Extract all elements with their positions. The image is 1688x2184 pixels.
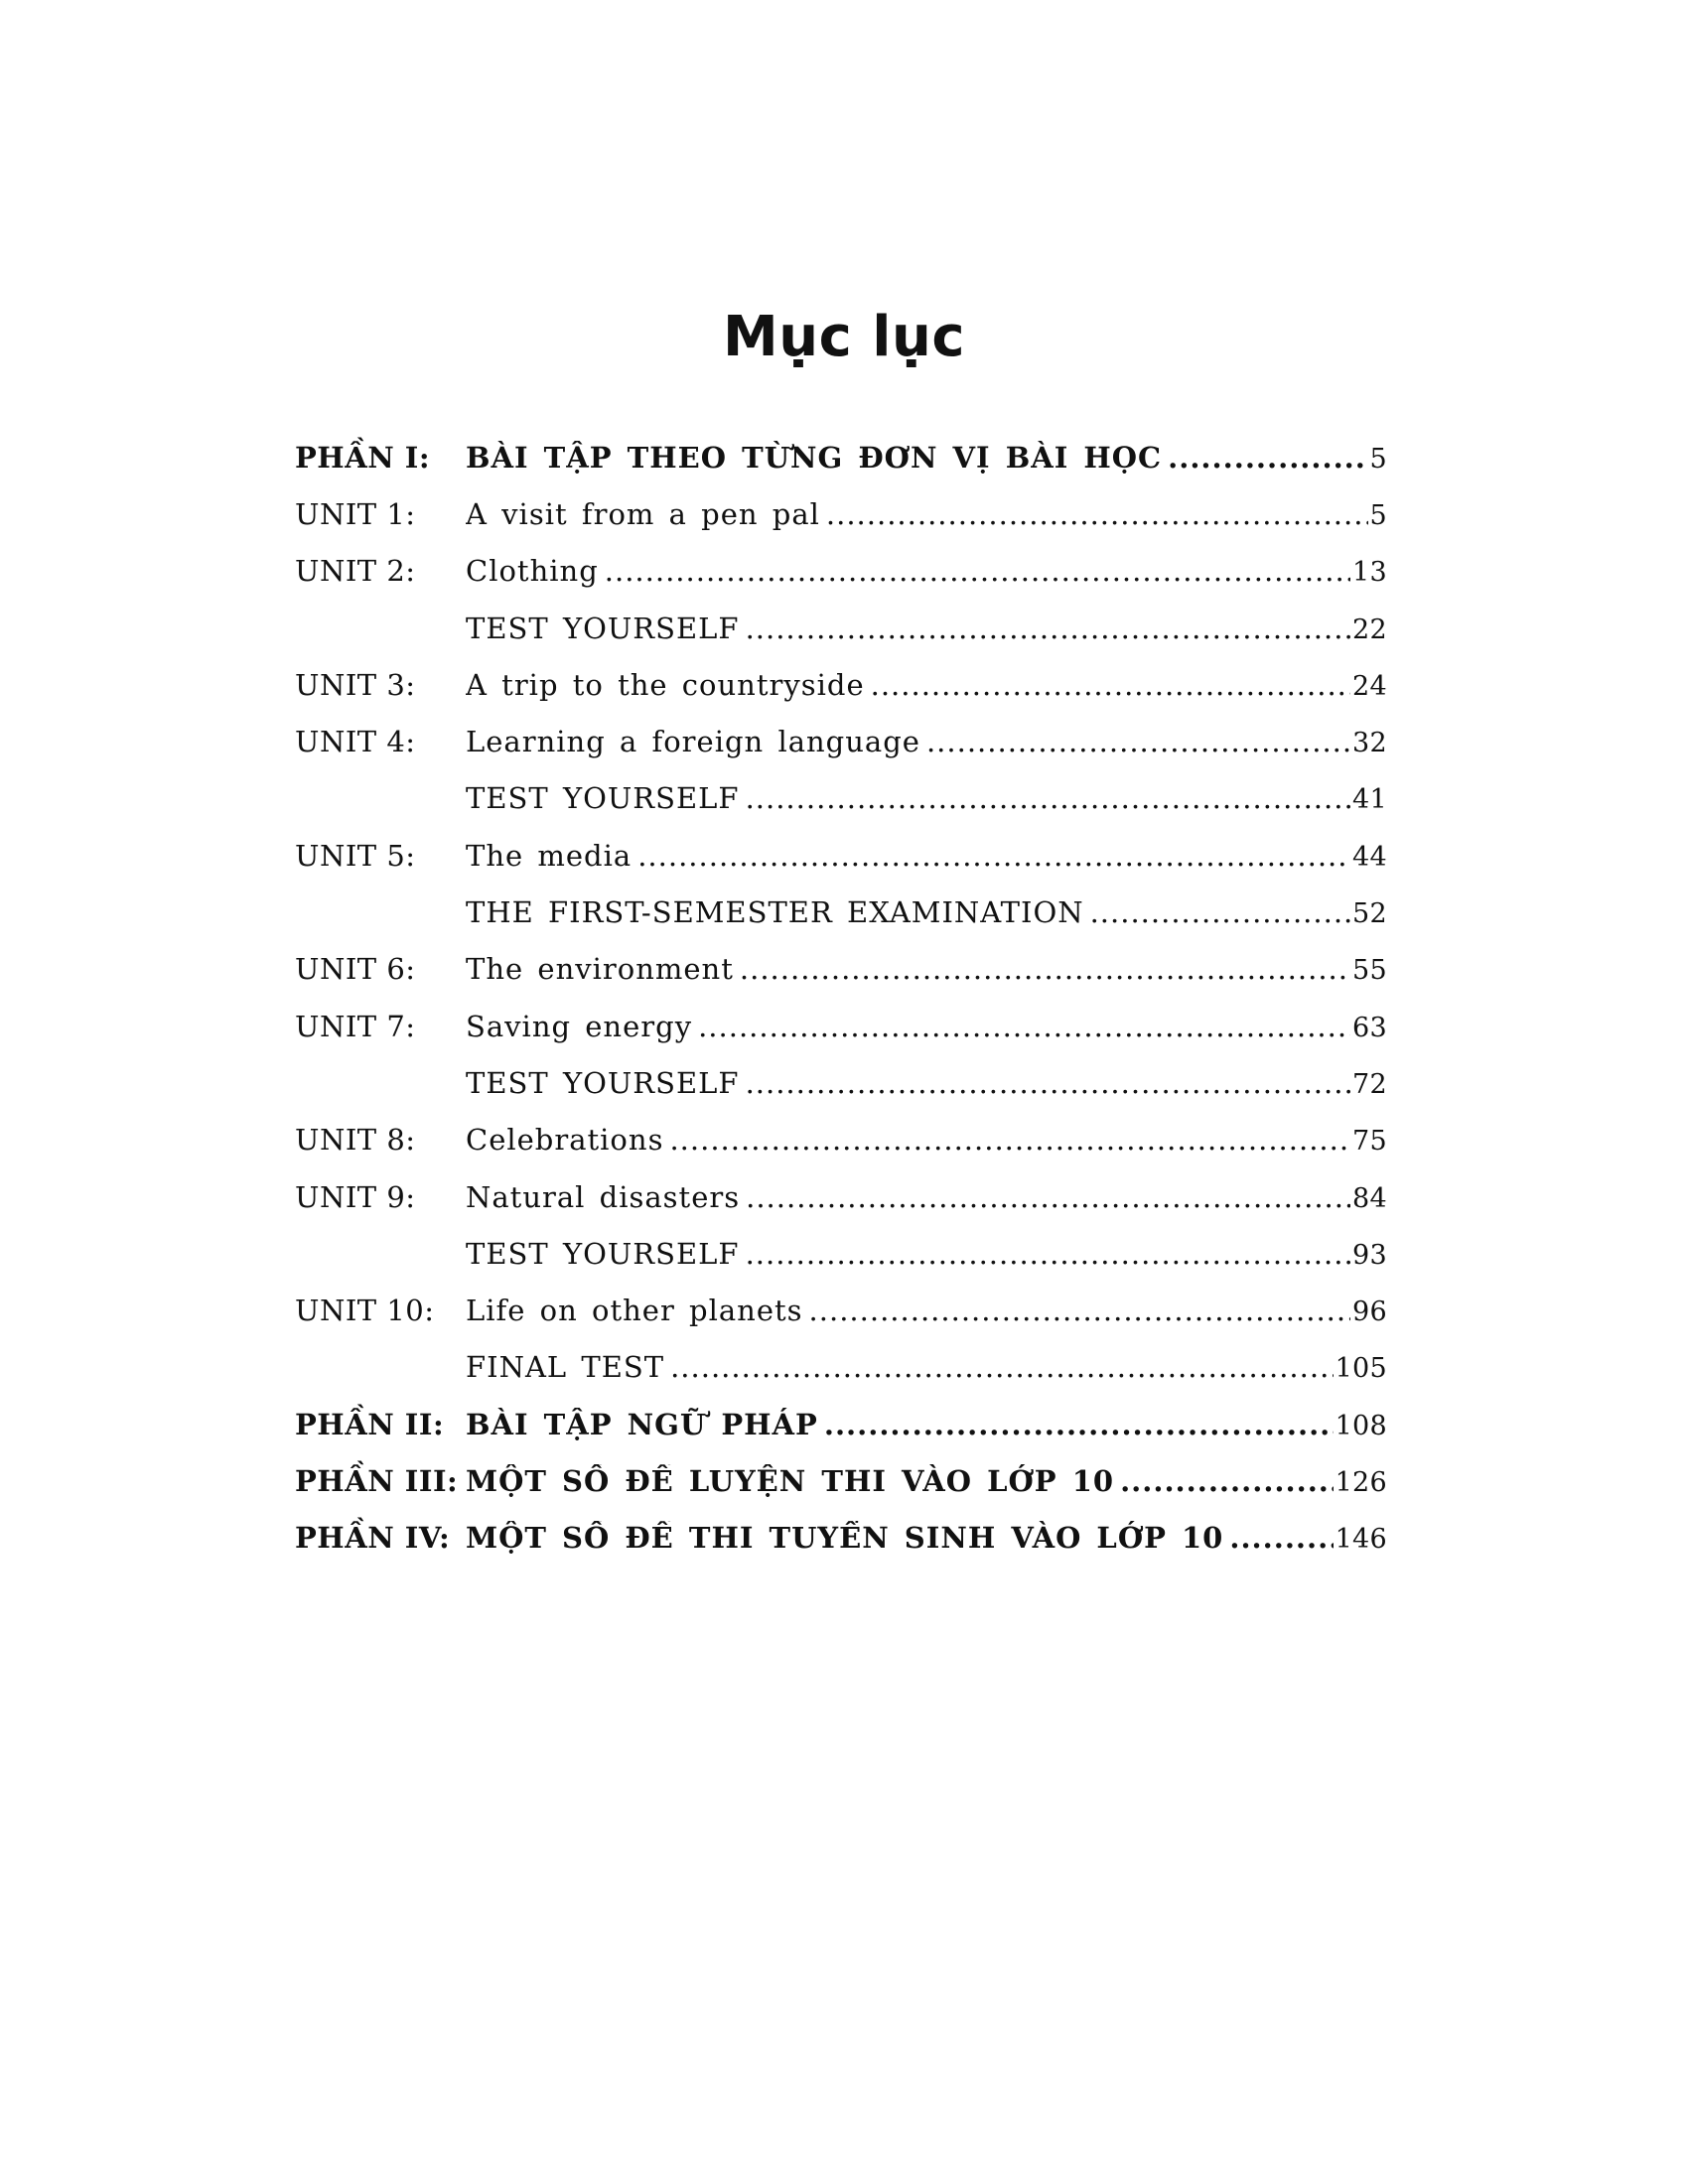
toc-entry-page-number: 44 [1352, 841, 1387, 873]
toc-entry[interactable] [295, 1339, 1387, 1396]
page-title: Mục lục [722, 305, 966, 369]
toc-entry-page-number: 93 [1352, 1239, 1387, 1271]
toc-entry-label: UNIT 4: [295, 725, 416, 759]
dot-leader [746, 612, 1350, 645]
toc-entry-line [466, 952, 1387, 986]
toc-entry-page-number: 72 [1352, 1068, 1387, 1100]
toc-entry-line [466, 839, 1387, 873]
toc-entry-title: Life on other planets [466, 1294, 809, 1327]
toc-entry[interactable] [295, 1225, 1387, 1282]
toc-entry-title: FINAL TEST [466, 1350, 670, 1384]
toc-entry-page-number: 24 [1352, 670, 1387, 702]
toc-entry[interactable] [295, 600, 1387, 656]
dot-leader [698, 1010, 1350, 1043]
toc-entry-line [466, 1123, 1387, 1157]
dot-leader [1168, 441, 1367, 475]
dot-leader [740, 952, 1350, 986]
toc-entry-label: UNIT 2: [295, 554, 416, 589]
toc-entry[interactable] [295, 656, 1387, 713]
toc-entry-page-number: 52 [1352, 898, 1387, 930]
dot-leader [1090, 895, 1350, 929]
toc-entry[interactable] [295, 543, 1387, 600]
toc-entry[interactable] [295, 1054, 1387, 1111]
toc-entry-title: Saving energy [466, 1010, 698, 1043]
toc-entry-title: A visit from a pen pal [466, 497, 826, 531]
toc-entry-title: The environment [466, 952, 740, 986]
toc-entry-page-number: 5 [1369, 499, 1387, 531]
dot-leader [1120, 1464, 1334, 1498]
toc-entry-page-number: 84 [1352, 1182, 1387, 1214]
dot-leader [746, 1237, 1350, 1271]
toc-entry-line [466, 668, 1387, 702]
toc-entry-title: Celebrations [466, 1123, 669, 1157]
toc-entry-line [466, 1521, 1387, 1555]
dot-leader [746, 781, 1350, 815]
toc-entry[interactable] [295, 884, 1387, 940]
toc-entry-line [466, 1350, 1387, 1384]
toc-entry[interactable] [295, 1282, 1387, 1338]
dot-leader [826, 497, 1368, 531]
toc-entry-title: TEST YOURSELF [466, 1237, 746, 1271]
toc-entry-page-number: 32 [1352, 728, 1387, 759]
toc-entry-line [466, 1294, 1387, 1327]
toc-entry-page-number: 126 [1335, 1466, 1387, 1498]
dot-leader [746, 1066, 1350, 1100]
toc-entry-page-number: 105 [1335, 1353, 1387, 1385]
dot-leader [669, 1123, 1350, 1157]
toc-entry-title: A trip to the countryside [466, 668, 871, 702]
dot-leader [746, 1180, 1350, 1214]
toc-entry-title: Clothing [466, 554, 605, 588]
toc-entry-title: The media [466, 839, 637, 873]
toc-entry[interactable] [295, 1396, 1387, 1452]
toc-entry-page-number: 13 [1352, 557, 1387, 589]
toc-entry-label: PHẦN I: [295, 440, 431, 475]
toc-entry-title: MỘT SỐ ĐỀ LUYỆN THI VÀO LỚP 10 [466, 1464, 1120, 1498]
toc-entry-page-number: 108 [1335, 1410, 1387, 1441]
toc-entry[interactable] [295, 1112, 1387, 1168]
toc-entry-label: UNIT 6: [295, 952, 416, 987]
toc-entry-line [466, 1180, 1387, 1214]
toc-entry-title: Learning a foreign language [466, 725, 926, 758]
toc-entry[interactable] [295, 1510, 1387, 1567]
dot-leader [871, 668, 1350, 702]
toc-entry-page-number: 146 [1335, 1524, 1387, 1556]
toc-entry-line [466, 1010, 1387, 1043]
toc-entry[interactable] [295, 1168, 1387, 1225]
toc-entry-line [466, 895, 1387, 929]
dot-leader [637, 839, 1350, 873]
toc-entry[interactable] [295, 941, 1387, 998]
toc-entry-line [466, 1464, 1387, 1498]
toc-entry-title: Natural disasters [466, 1180, 746, 1214]
toc-entry-title: TEST YOURSELF [466, 612, 746, 645]
dot-leader [809, 1294, 1350, 1327]
toc-entry-label: PHẦN II: [295, 1407, 445, 1441]
toc-entry-page-number: 96 [1352, 1297, 1387, 1328]
toc-entry-label: PHẦN III: [295, 1463, 459, 1498]
toc-entry-page-number: 55 [1352, 955, 1387, 987]
toc-entry[interactable] [295, 429, 1387, 485]
table-of-contents [295, 429, 1387, 1567]
toc-entry[interactable] [295, 713, 1387, 769]
dot-leader [1229, 1521, 1333, 1555]
toc-entry-page-number: 5 [1369, 443, 1387, 475]
toc-entry-title: BÀI TẬP NGỮ PHÁP [466, 1408, 824, 1441]
toc-entry-label: UNIT 10: [295, 1294, 435, 1328]
toc-entry-label: UNIT 1: [295, 496, 416, 531]
toc-entry[interactable] [295, 827, 1387, 884]
toc-entry-line [466, 554, 1387, 588]
toc-entry-title: THE FIRST-SEMESTER EXAMINATION [466, 895, 1090, 929]
toc-entry-line [466, 497, 1387, 531]
toc-entry-line [466, 1237, 1387, 1271]
toc-entry-title: TEST YOURSELF [466, 1066, 746, 1100]
dot-leader [824, 1408, 1334, 1441]
toc-entry[interactable] [295, 1452, 1387, 1509]
toc-entry[interactable] [295, 998, 1387, 1054]
toc-entry-page-number: 41 [1352, 784, 1387, 816]
toc-entry-title: TEST YOURSELF [466, 781, 746, 815]
toc-entry-label: UNIT 8: [295, 1123, 416, 1158]
toc-entry-label: PHẦN IV: [295, 1521, 451, 1556]
dot-leader [670, 1350, 1333, 1384]
dot-leader [605, 554, 1350, 588]
toc-entry-line [466, 781, 1387, 815]
toc-entry-line [466, 1408, 1387, 1441]
toc-entry-line [466, 725, 1387, 758]
toc-entry-label: UNIT 9: [295, 1179, 416, 1214]
toc-entry-line [466, 1066, 1387, 1100]
toc-entry-page-number: 75 [1352, 1126, 1387, 1158]
toc-entry[interactable] [295, 485, 1387, 542]
toc-entry-title: MỘT SỐ ĐỀ THI TUYỂN SINH VÀO LỚP 10 [466, 1521, 1229, 1555]
toc-entry-line [466, 441, 1387, 475]
dot-leader [926, 725, 1350, 758]
toc-entry-label: UNIT 5: [295, 838, 416, 873]
toc-entry[interactable] [295, 770, 1387, 827]
toc-entry-line [466, 612, 1387, 645]
toc-entry-title: BÀI TẬP THEO TỪNG ĐƠN VỊ BÀI HỌC [466, 441, 1168, 475]
toc-entry-label: UNIT 7: [295, 1009, 416, 1043]
toc-entry-label: UNIT 3: [295, 667, 416, 702]
toc-entry-page-number: 22 [1352, 614, 1387, 645]
toc-entry-page-number: 63 [1352, 1012, 1387, 1043]
